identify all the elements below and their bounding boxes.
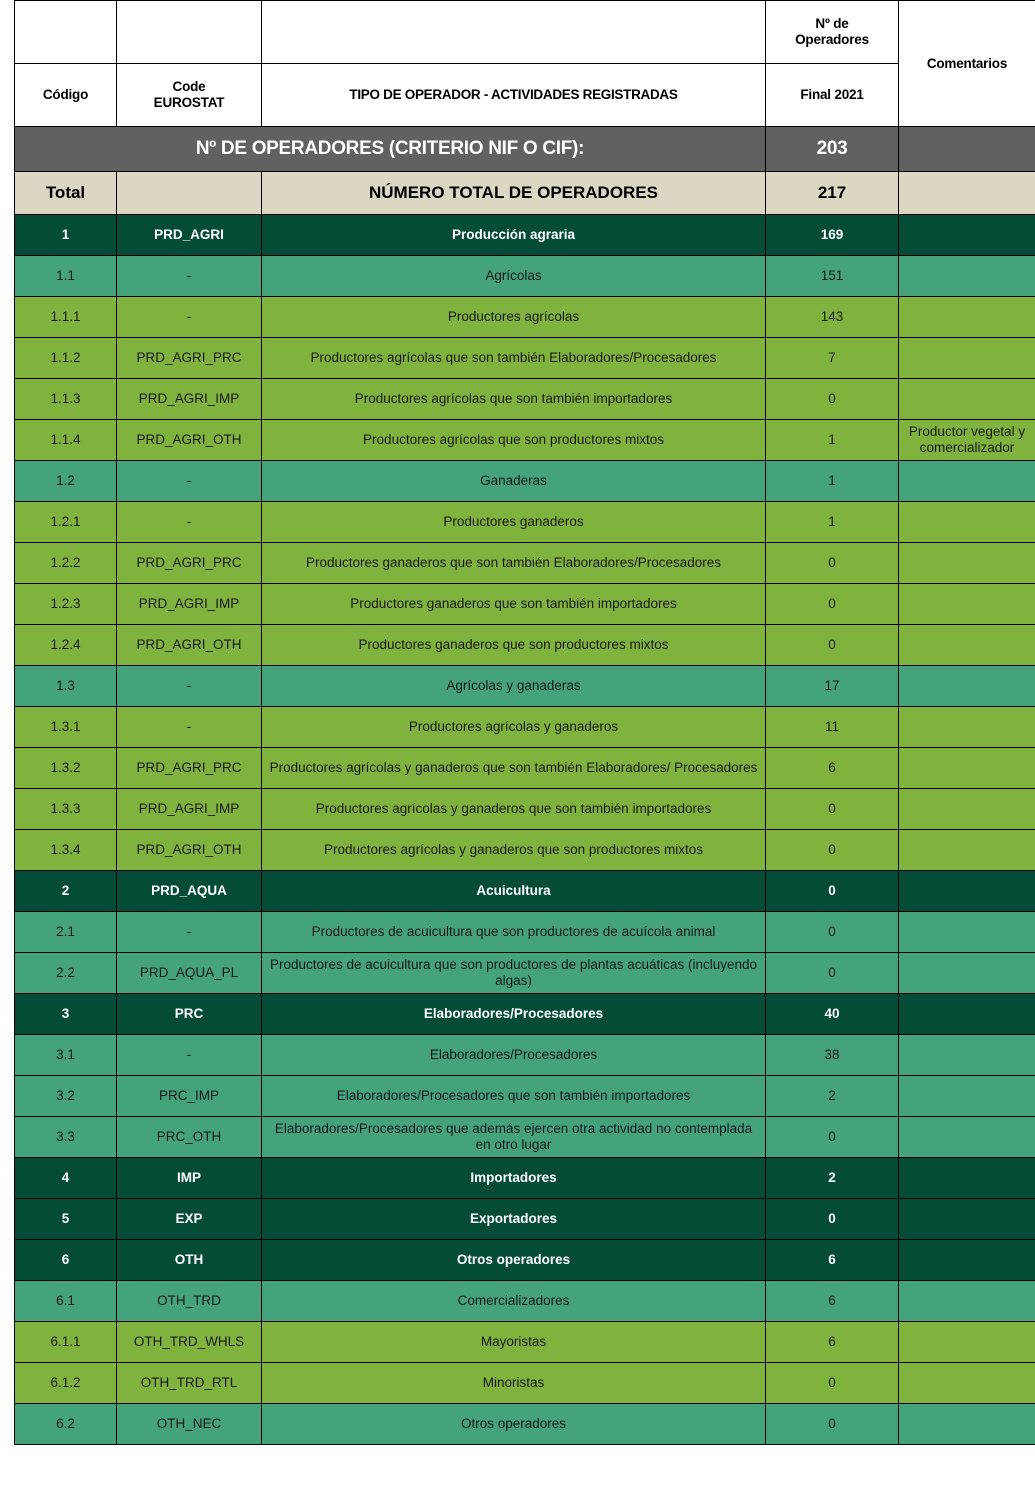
row-code-eurostat: PRD_AGRI_PRC <box>117 748 262 789</box>
row-value: 0 <box>766 912 899 953</box>
row-description: Minoristas <box>262 1363 766 1404</box>
row-codigo: 3 <box>15 994 117 1035</box>
row-description: Productores ganaderos que son también importadores <box>262 584 766 625</box>
row-description: Productores agrícolas <box>262 297 766 338</box>
row-description: Productores de acuicultura que son productores de plantas acuáticas (incluyendo algas) <box>262 953 766 994</box>
header-spacer-code <box>117 1 262 64</box>
row-codigo: 1.2.2 <box>15 543 117 584</box>
row-description: Elaboradores/Procesadores <box>262 1035 766 1076</box>
table-row <box>15 379 1035 420</box>
row-code-eurostat: PRC_IMP <box>117 1076 262 1117</box>
row-comment <box>899 215 1035 256</box>
row-comment <box>899 1117 1035 1158</box>
table-row <box>15 543 1035 584</box>
total-row-codigo: Total <box>15 172 117 215</box>
row-description: Productores de acuicultura que son productores de acuícola animal <box>262 912 766 953</box>
row-codigo: 6.1 <box>15 1281 117 1322</box>
row-codigo: 4 <box>15 1158 117 1199</box>
header-num-operadores-line1: Nº de <box>815 16 849 32</box>
row-value: 0 <box>766 789 899 830</box>
row-description: Productores agrícolas que son productores mixtos <box>262 420 766 461</box>
row-code-eurostat: PRD_AGRI_IMP <box>117 379 262 420</box>
row-comment <box>899 789 1035 830</box>
table-row <box>15 256 1035 297</box>
row-code-eurostat: - <box>117 666 262 707</box>
total-row-label: NÚMERO TOTAL DE OPERADORES <box>262 172 766 215</box>
row-code-eurostat: PRC <box>117 994 262 1035</box>
row-description: Comercializadores <box>262 1281 766 1322</box>
row-description: Importadores <box>262 1158 766 1199</box>
table-row <box>15 584 1035 625</box>
row-codigo: 1.2.1 <box>15 502 117 543</box>
row-value: 151 <box>766 256 899 297</box>
row-codigo: 2.1 <box>15 912 117 953</box>
row-codigo: 2.2 <box>15 953 117 994</box>
row-value: 1 <box>766 461 899 502</box>
row-description: Otros operadores <box>262 1404 766 1445</box>
table-row <box>15 953 1035 994</box>
table-row <box>15 830 1035 871</box>
row-codigo: 1 <box>15 215 117 256</box>
total-row-value: 217 <box>766 172 899 215</box>
header-row-main <box>15 64 1035 127</box>
row-codigo: 1.1 <box>15 256 117 297</box>
row-codigo: 1.1.1 <box>15 297 117 338</box>
row-codigo: 1.2 <box>15 461 117 502</box>
total-row <box>15 172 1035 215</box>
row-code-eurostat: OTH_NEC <box>117 1404 262 1445</box>
table-row <box>15 1363 1035 1404</box>
row-comment <box>899 1322 1035 1363</box>
row-code-eurostat: - <box>117 297 262 338</box>
row-description: Productores ganaderos <box>262 502 766 543</box>
row-value: 1 <box>766 420 899 461</box>
table-row <box>15 297 1035 338</box>
row-codigo: 1.3.4 <box>15 830 117 871</box>
header-tipo-operador: TIPO DE OPERADOR - ACTIVIDADES REGISTRADAS <box>262 64 766 127</box>
row-value: 0 <box>766 379 899 420</box>
row-codigo: 1.3.3 <box>15 789 117 830</box>
row-code-eurostat: - <box>117 256 262 297</box>
row-codigo: 1.2.4 <box>15 625 117 666</box>
row-comment <box>899 1363 1035 1404</box>
row-comment <box>899 1158 1035 1199</box>
row-value: 0 <box>766 830 899 871</box>
row-description: Productores agrícolas que son también importadores <box>262 379 766 420</box>
row-codigo: 6.1.1 <box>15 1322 117 1363</box>
row-code-eurostat: PRD_AGRI_OTH <box>117 830 262 871</box>
table-row <box>15 1404 1035 1445</box>
row-comment <box>899 379 1035 420</box>
row-code-eurostat: PRD_AGRI_OTH <box>117 625 262 666</box>
header-spacer-codigo <box>15 1 117 64</box>
table-row <box>15 789 1035 830</box>
table-row <box>15 666 1035 707</box>
row-value: 11 <box>766 707 899 748</box>
row-comment <box>899 1199 1035 1240</box>
row-comment <box>899 502 1035 543</box>
row-comment <box>899 912 1035 953</box>
row-description: Acuicultura <box>262 871 766 912</box>
header-num-operadores-line2: Operadores <box>795 32 869 47</box>
row-comment <box>899 707 1035 748</box>
row-description: Agrícolas y ganaderas <box>262 666 766 707</box>
row-value: 0 <box>766 584 899 625</box>
header-comentarios: Comentarios <box>899 1 1035 127</box>
row-value: 40 <box>766 994 899 1035</box>
row-comment <box>899 584 1035 625</box>
row-code-eurostat: PRD_AGRI <box>117 215 262 256</box>
row-comment <box>899 625 1035 666</box>
row-code-eurostat: OTH <box>117 1240 262 1281</box>
row-description: Producción agraria <box>262 215 766 256</box>
row-codigo: 3.3 <box>15 1117 117 1158</box>
criterion-band-comment <box>899 127 1035 172</box>
row-description: Productores agrícolas y ganaderos <box>262 707 766 748</box>
row-description: Elaboradores/Procesadores que además ejercen otra actividad no contemplada en otro lugar <box>262 1117 766 1158</box>
row-value: 0 <box>766 543 899 584</box>
row-codigo: 3.1 <box>15 1035 117 1076</box>
table-header <box>15 1 1035 127</box>
row-description: Mayoristas <box>262 1322 766 1363</box>
header-num-operadores <box>766 1 899 64</box>
row-comment <box>899 1281 1035 1322</box>
table-row <box>15 1322 1035 1363</box>
row-code-eurostat: - <box>117 502 262 543</box>
row-codigo: 3.2 <box>15 1076 117 1117</box>
row-value: 17 <box>766 666 899 707</box>
table-row <box>15 461 1035 502</box>
row-codigo: 6.2 <box>15 1404 117 1445</box>
row-description: Exportadores <box>262 1199 766 1240</box>
row-description: Elaboradores/Procesadores que son también importadores <box>262 1076 766 1117</box>
row-value: 169 <box>766 215 899 256</box>
row-code-eurostat: PRD_AGRI_IMP <box>117 789 262 830</box>
row-code-eurostat: PRC_OTH <box>117 1117 262 1158</box>
row-value: 0 <box>766 1199 899 1240</box>
row-codigo: 1.1.3 <box>15 379 117 420</box>
row-code-eurostat: - <box>117 707 262 748</box>
header-codigo: Código <box>15 64 117 127</box>
row-comment <box>899 953 1035 994</box>
row-codigo: 1.3.2 <box>15 748 117 789</box>
row-value: 2 <box>766 1158 899 1199</box>
row-code-eurostat: - <box>117 461 262 502</box>
row-value: 2 <box>766 1076 899 1117</box>
row-comment <box>899 1240 1035 1281</box>
row-code-eurostat: OTH_TRD_WHLS <box>117 1322 262 1363</box>
row-value: 0 <box>766 1363 899 1404</box>
row-codigo: 1.3 <box>15 666 117 707</box>
row-value: 0 <box>766 625 899 666</box>
row-code-eurostat: PRD_AGRI_OTH <box>117 420 262 461</box>
table-row <box>15 1199 1035 1240</box>
table-row <box>15 748 1035 789</box>
row-value: 38 <box>766 1035 899 1076</box>
row-comment <box>899 297 1035 338</box>
row-code-eurostat: PRD_AQUA <box>117 871 262 912</box>
row-description: Ganaderas <box>262 461 766 502</box>
table-row <box>15 215 1035 256</box>
criterion-band-value: 203 <box>766 127 899 172</box>
table-row <box>15 420 1035 461</box>
row-comment <box>899 1035 1035 1076</box>
row-code-eurostat: IMP <box>117 1158 262 1199</box>
header-row-top <box>15 1 1035 64</box>
row-value: 6 <box>766 1240 899 1281</box>
row-comment <box>899 666 1035 707</box>
table-row <box>15 1158 1035 1199</box>
row-value: 7 <box>766 338 899 379</box>
row-codigo: 6 <box>15 1240 117 1281</box>
row-codigo: 2 <box>15 871 117 912</box>
row-comment <box>899 256 1035 297</box>
row-comment <box>899 1404 1035 1445</box>
row-code-eurostat: OTH_TRD_RTL <box>117 1363 262 1404</box>
table-body <box>15 127 1035 1445</box>
row-code-eurostat: PRD_AGRI_PRC <box>117 543 262 584</box>
operators-table <box>14 0 1035 1445</box>
table-row <box>15 625 1035 666</box>
row-description: Productores agrícolas y ganaderos que son también Elaboradores/ Procesadores <box>262 748 766 789</box>
row-value: 0 <box>766 953 899 994</box>
table-row <box>15 1240 1035 1281</box>
row-value: 0 <box>766 1404 899 1445</box>
row-code-eurostat: OTH_TRD <box>117 1281 262 1322</box>
criterion-band-row <box>15 127 1035 172</box>
row-comment <box>899 1076 1035 1117</box>
row-codigo: 1.1.2 <box>15 338 117 379</box>
row-comment <box>899 830 1035 871</box>
row-description: Productores agrícolas y ganaderos que son también importadores <box>262 789 766 830</box>
row-value: 6 <box>766 1322 899 1363</box>
header-code-eurostat <box>117 64 262 127</box>
total-row-code <box>117 172 262 215</box>
row-code-eurostat: EXP <box>117 1199 262 1240</box>
row-comment <box>899 994 1035 1035</box>
header-periodo: Final 2021 <box>766 64 899 127</box>
row-value: 0 <box>766 871 899 912</box>
row-codigo: 1.1.4 <box>15 420 117 461</box>
header-code-eurostat-line2: EUROSTAT <box>153 95 225 110</box>
row-codigo: 6.1.2 <box>15 1363 117 1404</box>
table-row <box>15 1117 1035 1158</box>
row-value: 1 <box>766 502 899 543</box>
table-row <box>15 1076 1035 1117</box>
row-description: Productores agrícolas que son también Elaboradores/Procesadores <box>262 338 766 379</box>
row-comment <box>899 461 1035 502</box>
row-value: 143 <box>766 297 899 338</box>
table-row <box>15 338 1035 379</box>
total-row-comment <box>899 172 1035 215</box>
row-value: 0 <box>766 1117 899 1158</box>
row-description: Productores ganaderos que son también Elaboradores/Procesadores <box>262 543 766 584</box>
row-value: 6 <box>766 748 899 789</box>
table-row <box>15 502 1035 543</box>
table-row <box>15 1035 1035 1076</box>
header-spacer-tipo <box>262 1 766 64</box>
row-code-eurostat: PRD_AGRI_PRC <box>117 338 262 379</box>
table-row <box>15 871 1035 912</box>
row-comment: Productor vegetal y comercializador <box>899 420 1035 461</box>
row-code-eurostat: PRD_AQUA_PL <box>117 953 262 994</box>
row-comment <box>899 543 1035 584</box>
row-description: Elaboradores/Procesadores <box>262 994 766 1035</box>
table-row <box>15 1281 1035 1322</box>
row-codigo: 5 <box>15 1199 117 1240</box>
row-code-eurostat: - <box>117 912 262 953</box>
row-comment <box>899 338 1035 379</box>
row-description: Productores ganaderos que son productores mixtos <box>262 625 766 666</box>
table-row <box>15 994 1035 1035</box>
row-codigo: 1.3.1 <box>15 707 117 748</box>
row-description: Agrícolas <box>262 256 766 297</box>
row-code-eurostat: PRD_AGRI_IMP <box>117 584 262 625</box>
row-comment <box>899 748 1035 789</box>
row-description: Productores agrícolas y ganaderos que son productores mixtos <box>262 830 766 871</box>
row-value: 6 <box>766 1281 899 1322</box>
row-description: Otros operadores <box>262 1240 766 1281</box>
table-row <box>15 707 1035 748</box>
criterion-band-label: Nº DE OPERADORES (CRITERIO NIF O CIF): <box>15 127 766 172</box>
header-code-eurostat-line1: Code <box>172 79 206 95</box>
row-codigo: 1.2.3 <box>15 584 117 625</box>
table-row <box>15 912 1035 953</box>
row-code-eurostat: - <box>117 1035 262 1076</box>
row-comment <box>899 871 1035 912</box>
